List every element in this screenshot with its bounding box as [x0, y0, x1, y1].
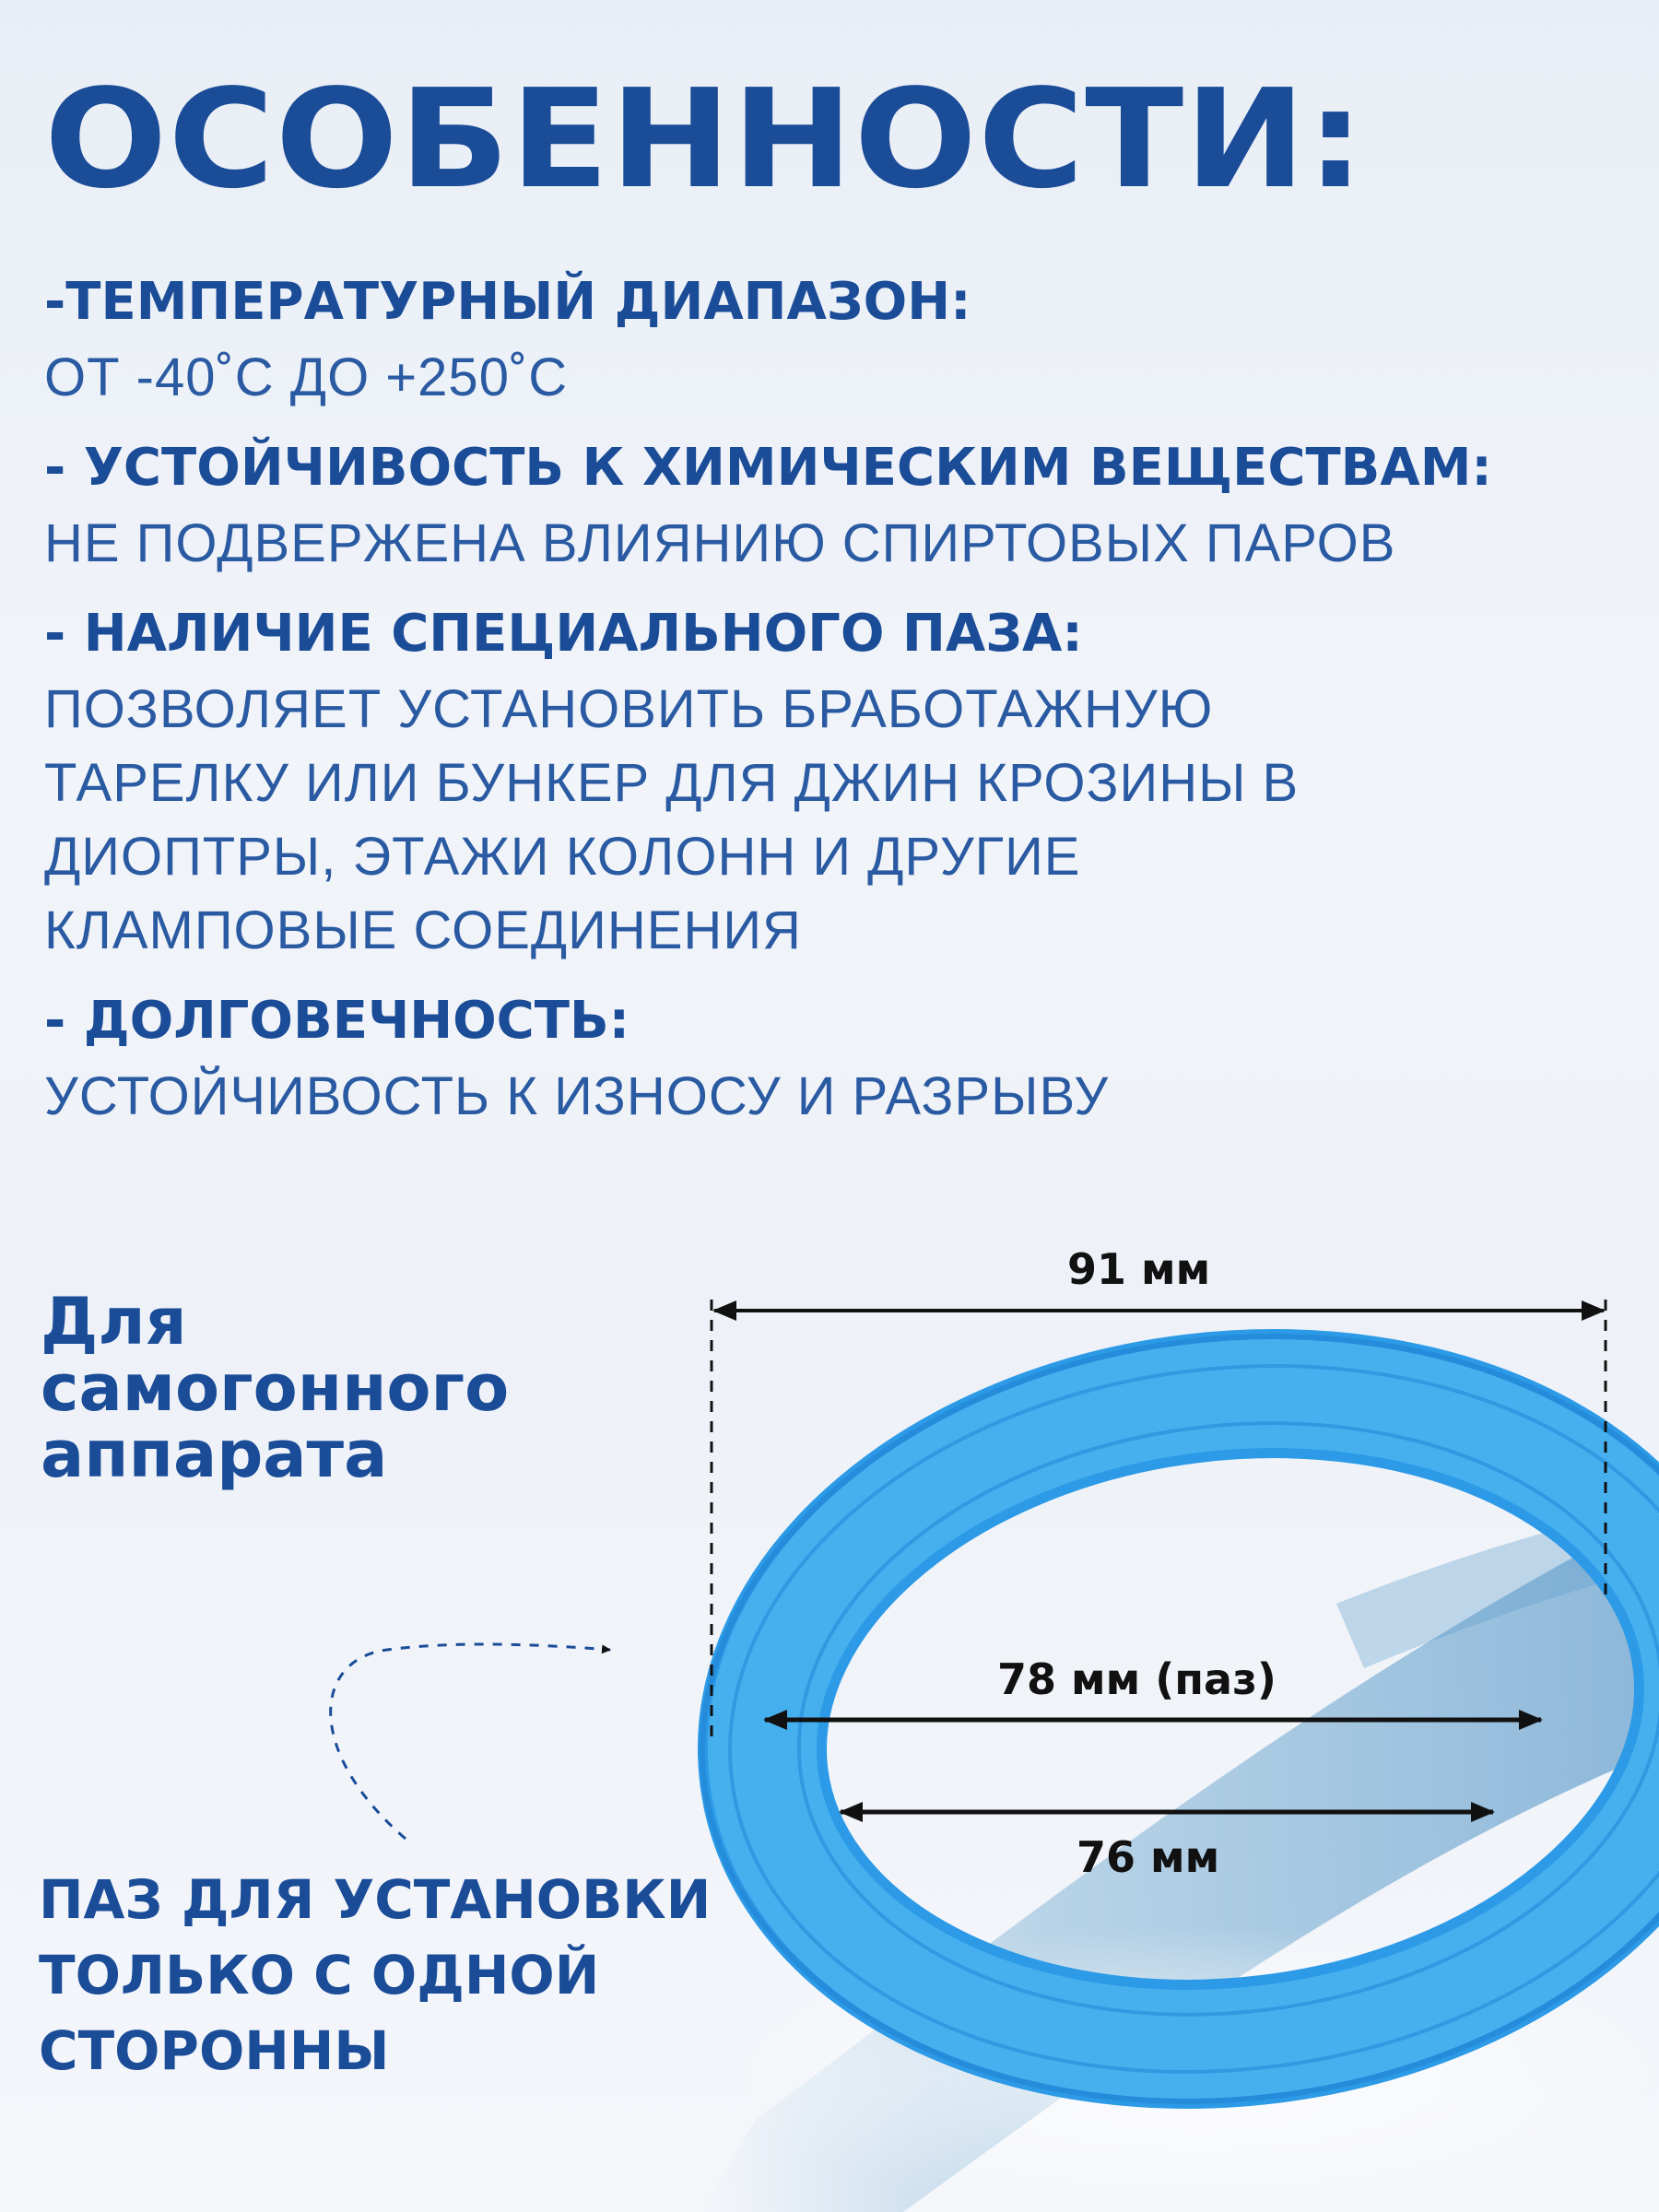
feature-line: ТАРЕЛКУ ИЛИ БУНКЕР ДЛЯ ДЖИН КРОЗИНЫ В: [44, 753, 1300, 813]
feature-line: ДИОПТРЫ, ЭТАЖИ КОЛОНН И ДРУГИЕ: [44, 827, 1081, 887]
groove-note-line: ТОЛЬКО С ОДНОЙ: [39, 1944, 600, 2006]
feature-line: КЛАМПОВЫЕ СОЕДИНЕНИЯ: [44, 900, 802, 960]
feature-heading: - ДОЛГОВЕЧНОСТЬ:: [44, 991, 630, 1051]
inner-dimension-label: 76 мм: [1077, 1832, 1220, 1882]
feature-line: УСТОЙЧИВОСТЬ К ИЗНОСУ И РАЗРЫВУ: [44, 1066, 1110, 1126]
feature-line: ОТ -40˚С ДО +250˚С: [44, 347, 569, 407]
feature-heading: - НАЛИЧИЕ СПЕЦИАЛЬНОГО ПАЗА:: [44, 604, 1083, 664]
feature-line: ПОЗВОЛЯЕТ УСТАНОВИТЬ БРАБОТАЖНУЮ: [44, 679, 1214, 739]
pointer-arrow: [331, 1644, 610, 1839]
page-title: ОСОБЕННОСТИ:: [44, 60, 1366, 218]
groove-note-line: ПАЗ ДЛЯ УСТАНОВКИ: [39, 1868, 712, 1931]
caption-line: аппарата: [41, 1417, 388, 1492]
groove-note-line: СТОРОННЫ: [39, 2019, 390, 2082]
outer-dimension-label: 91 мм: [1067, 1244, 1211, 1294]
groove-dimension-label: 78 мм (паз): [997, 1654, 1277, 1704]
caption-line: самогонного: [41, 1350, 510, 1426]
caption-line: Для: [41, 1284, 187, 1359]
feature-heading: - УСТОЙЧИВОСТЬ К ХИМИЧЕСКИМ ВЕЩЕСТВАМ:: [44, 438, 1492, 498]
feature-heading: -ТЕМПЕРАТУРНЫЙ ДИАПАЗОН:: [44, 272, 971, 332]
feature-line: НЕ ПОДВЕРЖЕНА ВЛИЯНИЮ СПИРТОВЫХ ПАРОВ: [44, 513, 1396, 573]
